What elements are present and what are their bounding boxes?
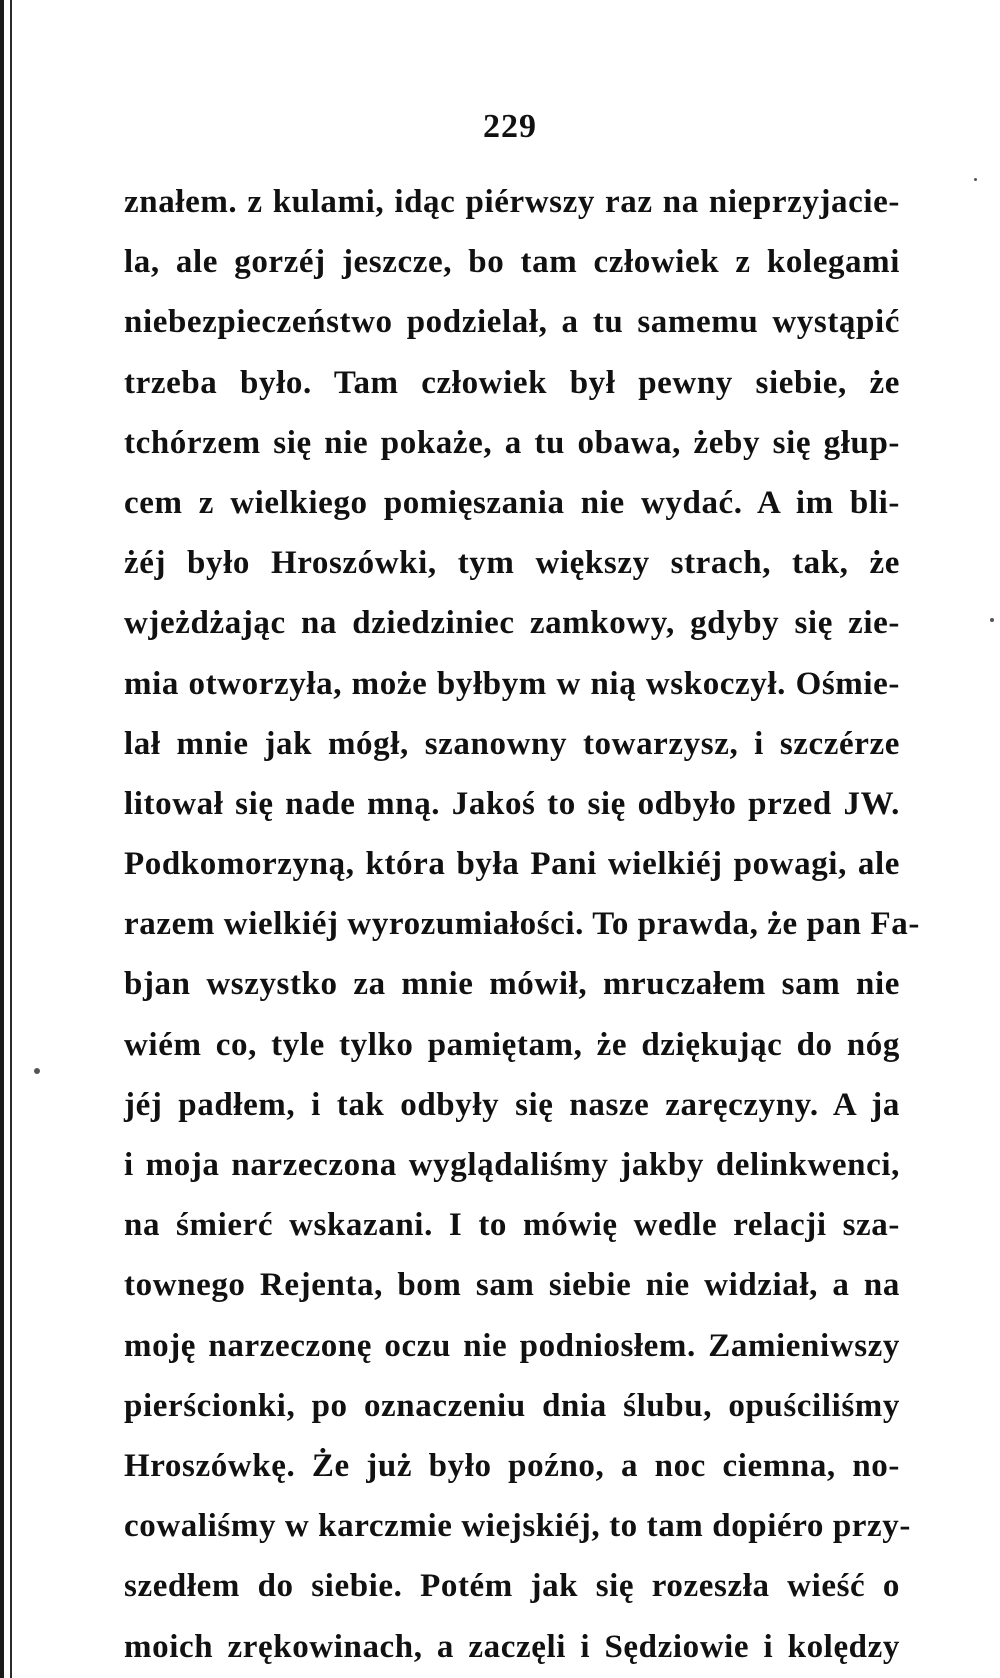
text-line: wjeżdżając na dziedziniec zamkowy, gdyby się zie- (124, 605, 900, 642)
text-line: szedłem do siebie. Potém jak się rozeszła wieść o (124, 1568, 900, 1605)
text-line: Hroszówkę. Że już było poźno, a noc ciemna, no- (124, 1447, 900, 1484)
text-line: i moja narzeczona wyglądaliśmy jakby delinkwenci, (124, 1147, 900, 1183)
text-line: mia otworzyła, może byłbym w nią wskoczył. Ośmie- (124, 665, 900, 702)
page-number: 229 (483, 108, 537, 145)
text-line: moję narzeczonę oczu nie podniosłem. Zamieniwszy (124, 1327, 900, 1364)
page-edge-shadow (0, 0, 4, 1678)
text-line: lał mnie jak mógł, szanowny towarzysz, i szczérze (124, 725, 900, 762)
text-line: żéj było Hroszówki, tym większy strach, tak, że (124, 545, 900, 582)
text-line: znałem. z kulami, idąc piérwszy raz na nieprzyjacie- (124, 184, 900, 220)
page-binding-line (10, 0, 12, 1678)
body-text (124, 172, 920, 1677)
text-line: bjan wszystko za mnie mówił, mruczałem sam nie (124, 966, 900, 1003)
text-line: wiém co, tyle tylko pamiętam, że dziękując do nóg (124, 1026, 900, 1063)
print-speck (34, 1068, 40, 1074)
text-line: trzeba było. Tam człowiek był pewny siebie, że (124, 364, 900, 401)
text-line: na śmierć wskazani. I to mówię wedle relacji sza- (124, 1207, 900, 1244)
text-line: pierścionki, po oznaczeniu dnia ślubu, opuściliśmy (124, 1387, 900, 1424)
text-line: moich zrękowinach, a zaczęli i Sędziowie i kolędzy (124, 1628, 900, 1665)
text-line: niebezpieczeństwo podzielał, a tu samemu wystąpić (124, 304, 900, 341)
print-speck (974, 178, 977, 181)
text-line: townego Rejenta, bom sam siebie nie widział, a na (124, 1267, 900, 1304)
print-speck (990, 618, 994, 622)
text-line: razem wielkiéj wyrozumiałości. To prawda, że pan Fa- (124, 906, 920, 943)
text-line: la, ale gorzéj jeszcze, bo tam człowiek z kolegami (124, 244, 900, 281)
text-line: Podkomorzyną, która była Pani wielkiéj powagi, ale (124, 846, 900, 883)
text-line: tchórzem się nie pokaże, a tu obawa, żeby się głup- (124, 424, 900, 461)
text-line: jéj padłem, i tak odbyły się nasze zaręczyny. A ja (124, 1086, 900, 1123)
text-line: cem z wielkiego pomięszania nie wydać. A im bli- (124, 484, 900, 521)
text-line: litował się nade mną. Jakoś to się odbyło przed JW. (124, 785, 900, 822)
text-line: cowaliśmy w karczmie wiejskiéj, to tam dopiéro przy- (124, 1508, 911, 1545)
